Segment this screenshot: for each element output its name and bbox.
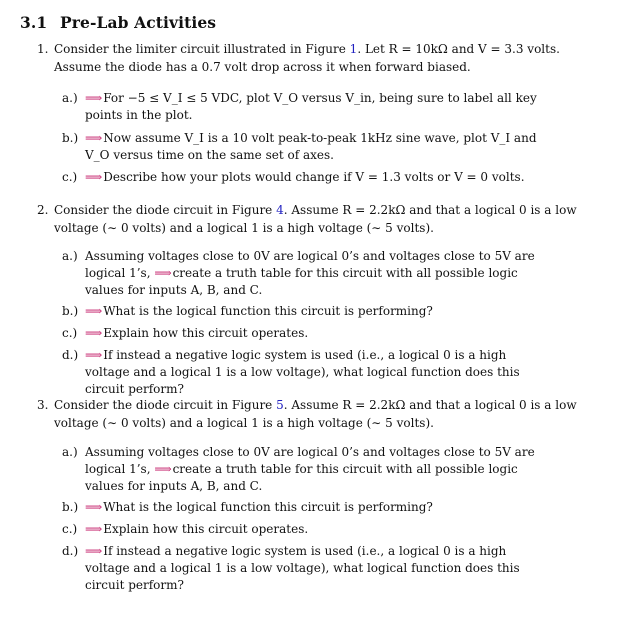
section-title: Pre-Lab Activities (60, 13, 217, 32)
problem-intro: Consider the limiter circuit illustrated in Figure 1. Let R = 10kΩ and V = 3.3 volts. Assume the diode has a 0.7 volt drop across it when forward biased. (54, 42, 560, 74)
arrow-icon: ⟹ (85, 348, 103, 362)
problem-3 (37, 397, 577, 432)
item-pretext: Assuming voltages close to 0V are logical 0’s and voltages close to 5V are logical 1’s, (85, 249, 535, 280)
item-text: Explain how this circuit operates. (103, 326, 309, 340)
item-label: d.) (62, 348, 79, 362)
figure-link[interactable]: 5 (276, 398, 284, 412)
problem-1-item-b (62, 130, 542, 164)
problem-1-item-c (62, 169, 542, 186)
problem-intro: Consider the diode circuit in Figure 5. Assume R = 2.2kΩ and that a logical 0 is a low voltage (∼ 0 volts) and a logical 1 is a high voltage (∼ 5 volts). (54, 398, 577, 430)
problem-number: 1. (37, 42, 49, 56)
arrow-icon: ⟹ (85, 131, 103, 145)
item-label: c.) (62, 170, 78, 184)
arrow-icon: ⟹ (85, 500, 103, 514)
problem-3-item-b (62, 499, 542, 516)
item-text: create a truth table for this circuit with all possible logic values for inputs A, B, and C. (85, 462, 518, 493)
problem-number: 2. (37, 203, 49, 217)
problem-intro: Consider the diode circuit in Figure 4. Assume R = 2.2kΩ and that a logical 0 is a low voltage (∼ 0 volts) and a logical 1 is a high voltage (∼ 5 volts). (54, 203, 577, 235)
problem-2-item-a (62, 248, 542, 299)
item-pretext: Assuming voltages close to 0V are logical 0’s and voltages close to 5V are logical 1’s, (85, 445, 535, 476)
section-number: 3.1 (20, 13, 48, 32)
problem-1-item-a (62, 90, 542, 124)
problem-3-item-c (62, 521, 542, 538)
item-text: Now assume V_I is a 10 volt peak-to-peak 1kHz sine wave, plot V_I and V_O versus time on the same set of axes. (85, 131, 537, 162)
item-text: If instead a negative logic system is used (i.e., a logical 0 is a high voltage and a logical 1 is a low voltage), what logical function does this circuit perform? (85, 544, 520, 592)
figure-link[interactable]: 1 (349, 42, 358, 56)
figure-link[interactable]: 4 (276, 203, 284, 217)
item-text: Explain how this circuit operates. (103, 522, 309, 536)
item-label: b.) (62, 304, 79, 318)
arrow-icon: ⟹ (154, 266, 172, 280)
arrow-icon: ⟹ (85, 91, 103, 105)
problem-2 (37, 202, 577, 237)
item-text: What is the logical function this circuit is performing? (103, 304, 433, 318)
problem-2-item-d (62, 347, 542, 398)
section-heading (20, 13, 216, 32)
item-label: a.) (62, 445, 78, 459)
item-label: d.) (62, 544, 79, 558)
arrow-icon: ⟹ (85, 544, 103, 558)
item-label: b.) (62, 131, 79, 145)
problem-2-item-c (62, 325, 542, 342)
arrow-icon: ⟹ (85, 522, 103, 536)
arrow-icon: ⟹ (85, 326, 103, 340)
item-text: create a truth table for this circuit with all possible logic values for inputs A, B, and C. (85, 266, 518, 297)
problem-3-item-d (62, 543, 542, 594)
problem-3-item-a (62, 444, 542, 495)
item-label: a.) (62, 249, 78, 263)
item-label: c.) (62, 326, 78, 340)
arrow-icon: ⟹ (154, 462, 172, 476)
item-label: a.) (62, 91, 78, 105)
item-text: For −5 ≤ V_I ≤ 5 VDC, plot V_O versus V_in, being sure to label all key points in the plot. (85, 91, 537, 122)
arrow-icon: ⟹ (85, 170, 103, 184)
problem-number: 3. (37, 398, 49, 412)
item-label: b.) (62, 500, 79, 514)
arrow-icon: ⟹ (85, 304, 103, 318)
item-text: Describe how your plots would change if V = 1.3 volts or V = 0 volts. (103, 170, 525, 184)
item-label: c.) (62, 522, 78, 536)
problem-2-item-b (62, 303, 542, 320)
item-text: If instead a negative logic system is used (i.e., a logical 0 is a high voltage and a logical 1 is a low voltage), what logical function does this circuit perform? (85, 348, 520, 396)
problem-1 (37, 41, 577, 76)
item-text: What is the logical function this circuit is performing? (103, 500, 433, 514)
